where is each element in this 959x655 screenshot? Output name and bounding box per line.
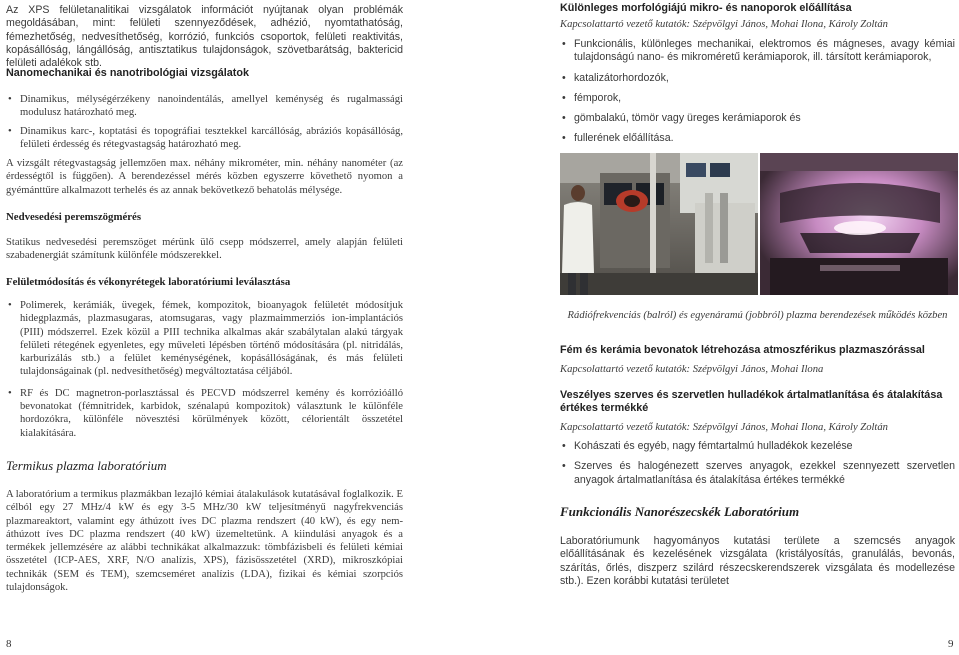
wet-heading: Nedvesedési peremszögmérés — [6, 211, 142, 223]
plasma-heading: Termikus plazma laboratórium — [6, 458, 167, 473]
list-item: • Funkcionális, különleges mechanikai, elektromos és mágneses, avagy kémiai tulajdonságú nano- és mikroméretű kerámiaporok, ill. társított kerámiaporok, — [560, 38, 955, 65]
morph-heading: Különleges morfológiájú mikro- és nanoporok előállítása — [560, 2, 852, 14]
list-item: • fullerének előállítása. — [560, 132, 955, 145]
nano-paragraph: A vizsgált rétegvastagság jellemzően max. néhány mikrométer, min. néhány nanométer (az érdességtől is függően). A berendezéssel mérés közben egyszerre követhető nyomon a gyémánttűre alkalmazott terhelés és az annak bekövetkező behatolás mélysége. — [6, 158, 403, 196]
list-item: • katalizátorhordozók, — [560, 72, 955, 85]
page-number-right: 9 — [948, 638, 954, 650]
list-item: • Dinamikus, mélységérzékeny nanoindentálás, amellyel keménység és rugalmassági modulusz határozható meg. — [6, 93, 403, 120]
morph-list — [560, 38, 955, 151]
intro-paragraph: Az XPS felületanalitikai vizsgálatok információt nyújtanak olyan problémák megoldásában, mint: felületi szennyeződések, adhézió, nyomtathatóság, fémezhetőség, nedvesíthetőség, korrózió, funkciós csoportok, felületi reaktivitás, kopásállóság, lángállóság, antisztatikus tulajdonságok, szövetbarátság, baktericid felületi adalékok stb. — [6, 4, 403, 70]
wet-paragraph: Statikus nedvesedési peremszöget mérünk ülő csepp módszerrel, amely alapján felületi szabadenergiát számítunk különféle módszerekkel. — [6, 237, 403, 262]
mod-list — [6, 299, 403, 448]
func-heading: Funkcionális Nanorészecskék Laboratórium — [560, 504, 800, 519]
plasma-paragraph: A laboratórium a termikus plazmákban lezajló kémiai átalakulások kutatásával foglalkozik. E célból egy 27 MHz/4 kW és egy 3-5 MHz/30 kW teljesítményű nagyfrekvenciás plazmareaktort, valamint egy áthúzott íves DC plazma rendszert (40 kW), és egy nem-áthúzott íves DC plazma rendszert (40 kW) üzemeltetünk. A kiindulási anyagok és a termékek jellemzésére az alábbi technikákat alkalmazzuk: tömbfázisbeli és felületi kémiai összetétel (ICP-AES, XRF, N/O analízis, XPS), fázisösszetétel (XRD), mikroszkópiai technikák (SEM és TEM), szemcseméret analízis (LDA), fizikai és kémiai szorpciós tulajdonságok. — [6, 489, 403, 594]
mod-heading: Felületmódosítás és vékonyrétegek laboratóriumi leválasztása — [6, 276, 291, 288]
morph-contacts: Kapcsolattartó vezető kutatók: Szépvölgyi János, Mohai Ilona, Károly Zoltán — [560, 19, 888, 30]
nano-list — [6, 93, 403, 156]
waste-heading: Veszélyes szerves és szervetlen hulladékok ártalmatlanítása és átalakítása értékes termékké — [560, 389, 943, 415]
waste-contacts: Kapcsolattartó vezető kutatók: Szépvölgyi János, Mohai Ilona, Károly Zoltán — [560, 422, 888, 433]
list-item: • gömbalakú, tömör vagy üreges kerámiaporok és — [560, 112, 955, 125]
list-item: • Kohászati és egyéb, nagy fémtartalmú hulladékok kezelése — [560, 440, 955, 453]
plasma-equipment-photo — [560, 153, 958, 295]
list-item: • fémporok, — [560, 92, 955, 105]
list-item: • RF és DC magnetron-porlasztással és PECVD módszerrel kemény és korrózióálló bevonatokat (fémnitridek, karbidok, szénalapú kompozitok) választunk le különféle hordozókra, különféle növesztési körülmények között, célorientált összetétel kialakítására. — [6, 387, 403, 440]
photo-caption: Rádiófrekvenciás (balról) és egyenáramú (jobbról) plazma berendezések működés közben — [567, 310, 948, 321]
waste-list — [560, 440, 955, 492]
list-item: • Polimerek, kerámiák, üvegek, fémek, kompozitok, bioanyagok felületét módosítjuk hidegplazmás, plazmasugaras, atomsugaras, vagy plazmaimmerziós ion-implantációs (PIII) módszerrel. Ezek közül a PIII technika alkalmas akár szabálytalan alakú tárgyak felületi rétegének egyenletes, egy műveleti lépésben történő módosítására (pl. nitridálás, karburizálás stb.) a felület keménységének, kopásállóságának, és más felületi tulajdonságainak (pl. nedvesíthetőség) megváltoztatása céljából. — [6, 299, 403, 379]
coat-contacts: Kapcsolattartó vezető kutatók: Szépvölgyi János, Mohai Ilona — [560, 364, 824, 375]
list-item: • Dinamikus karc-, koptatási és topográfiai tesztekkel karcállóság, abráziós kopásállóság, felületi érdesség és rétegvastagság határozható meg. — [6, 125, 403, 152]
func-paragraph: Laboratóriumunk hagyományos kutatási területe a szemcsés anyagok előállításának és kezelésének vizsgálata (kristályosítás, granulálás, bevonás, szárítás, őrlés, diszperz szilárd részecskerendszerek vizsgálata és modellezése stb.). Ezen korábbi kutatási területet — [560, 535, 955, 587]
page-number-left: 8 — [6, 638, 12, 650]
list-item: • Szerves és halogénezett szerves anyagok, ezekkel szennyezett szervetlen anyagok ártalmatlanítása és átalakítása értékes termékké — [560, 460, 955, 487]
nano-heading: Nanomechanikai és nanotribológiai vizsgálatok — [6, 67, 249, 79]
coat-heading: Fém és kerámia bevonatok létrehozása atmoszférikus plazmaszórással — [560, 344, 925, 356]
